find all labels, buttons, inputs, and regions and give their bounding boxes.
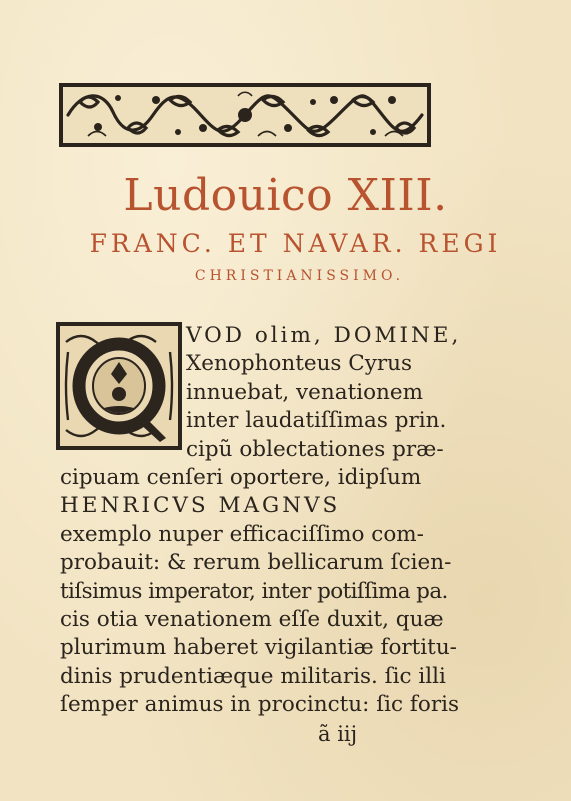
signature-mark: ã iij	[318, 722, 358, 746]
text-line: cipuam cenſeri oportere, idipſum	[60, 465, 422, 491]
body-text	[60, 322, 462, 720]
text-line: tiſsimus imperator, inter potiſſima pa.	[60, 578, 448, 604]
text-line: probauit: & rerum bellicarum ſcien-	[60, 550, 452, 576]
ornamental-headpiece	[58, 82, 432, 148]
text-line: dinis prudentiæque militaris. ſic illi	[60, 663, 446, 689]
text-line: cis otia venationem eſſe duxit, quæ	[60, 607, 444, 633]
text-line: Xenophonteus Cyrus	[186, 351, 413, 377]
text-line: cipũ oblectationes præ-	[186, 436, 444, 462]
text-line: plurimum haberet vigilantiæ fortitu-	[60, 635, 457, 661]
text-line: VOD olim, DOMINE,	[186, 323, 462, 348]
text-line: exemplo nuper efficaciſſimo com-	[60, 521, 424, 547]
dedication-title: Ludouico XIII.	[123, 170, 448, 221]
text-line: innuebat, venationem	[186, 379, 423, 405]
text-line: HENRICVS MAGNVS	[60, 493, 341, 519]
dedication-subtitle: FRANC. ET NAVAR. REGI	[89, 229, 502, 258]
text-line: ſemper animus in procinctu: ſic foris	[60, 692, 460, 718]
text-line: inter laudatiſſimas prin.	[186, 408, 447, 434]
dedication-epithet: CHRISTIANISSIMO.	[194, 268, 405, 284]
